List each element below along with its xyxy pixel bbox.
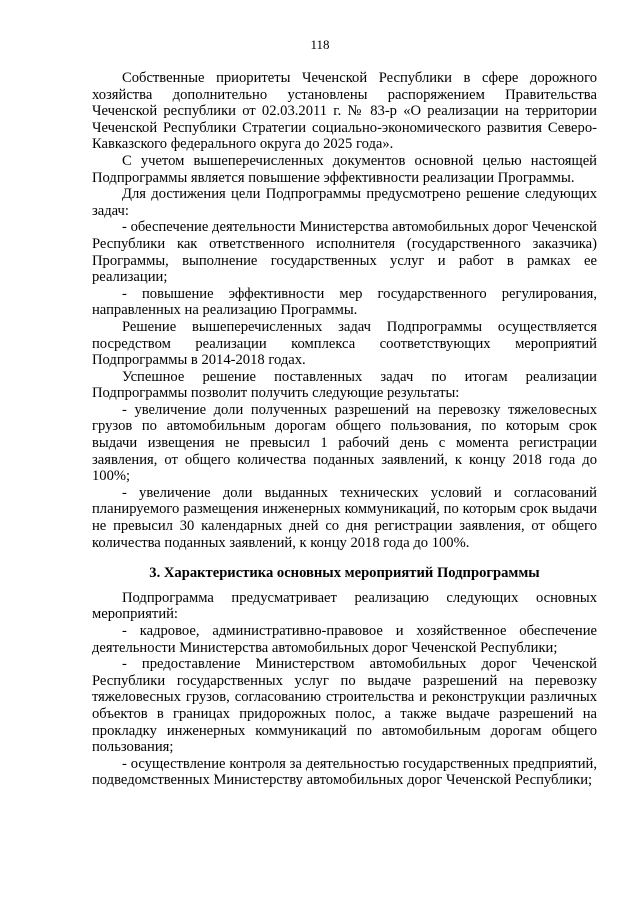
section-heading: 3. Характеристика основных мероприятий Подпрограммы xyxy=(149,565,540,582)
paragraph: Для достижения цели Подпрограммы предусмотрено решение следующих задач: xyxy=(92,186,597,219)
list-item: - предоставление Министерством автомобильных дорог Чеченской Республики государственных услуг по выдаче разрешений на перевозку тяжеловесных грузов, согласованию строительства и реконструкции различных объектов в границах придорожных полос, а также выдаче разрешений на прокладку инженерных коммуникаций по автомобильным дорогам общего пользования; xyxy=(92,656,597,756)
list-item: - повышение эффективности мер государственного регулирования, направленных на реализацию Программы. xyxy=(92,285,597,319)
paragraph: Собственные приоритеты Чеченской Республики в сфере дорожного хозяйства дополнительно установлены распоряжением Правительства Чеченской республики от 02.03.2011 г. № 83-р «О реализации на территории Чеченской Республики Стратегии социально-экономического развития Северо-Кавказского федерального округа до 2025 года». xyxy=(92,70,597,153)
paragraph: Решение вышеперечисленных задач Подпрограммы осуществляется посредством реализации комплекса соответствующих мероприятий Подпрограммы в 2014-2018 годах. xyxy=(92,318,597,369)
document-body xyxy=(92,70,597,789)
paragraph: Успешное решение поставленных задач по итогам реализации Подпрограммы позволит получить следующие результаты: xyxy=(92,368,597,402)
list-item: - кадровое, административно-правовое и хозяйственное обеспечение деятельности Министерства автомобильных дорог Чеченской Республики; xyxy=(92,623,597,656)
list-item: - увеличение доли полученных разрешений на перевозку тяжеловесных грузов по автомобильным дорогам общего пользования, по которым срок выдачи извещения не превысил 1 рабочий день с момента регистрации заявления, от общего количества поданных заявлений, к концу 2018 года до 100%; xyxy=(92,401,597,485)
list-item: - осуществление контроля за деятельностью государственных предприятий, подведомственных Министерству автомобильных дорог Чеченской Республики; xyxy=(92,755,597,789)
list-item: - увеличение доли выданных технических условий и согласований планируемого размещения инженерных коммуникаций, по которым срок выдачи не превысил 30 календарных дней со дня регистрации заявления, от общего количества поданных заявлений, к концу 2018 года до 100%. xyxy=(92,484,597,551)
list-item: - обеспечение деятельности Министерства автомобильных дорог Чеченской Республики как ответственного исполнителя (государственного заказчика) Программы, выполнение государственных услуг и работ в рамках ее реализации; xyxy=(92,219,597,286)
paragraph: Подпрограмма предусматривает реализацию следующих основных мероприятий: xyxy=(92,589,597,623)
paragraph: С учетом вышеперечисленных документов основной целью настоящей Подпрограммы является повышение эффективности реализации Программы. xyxy=(92,152,597,186)
page-number: 118 xyxy=(310,37,330,52)
